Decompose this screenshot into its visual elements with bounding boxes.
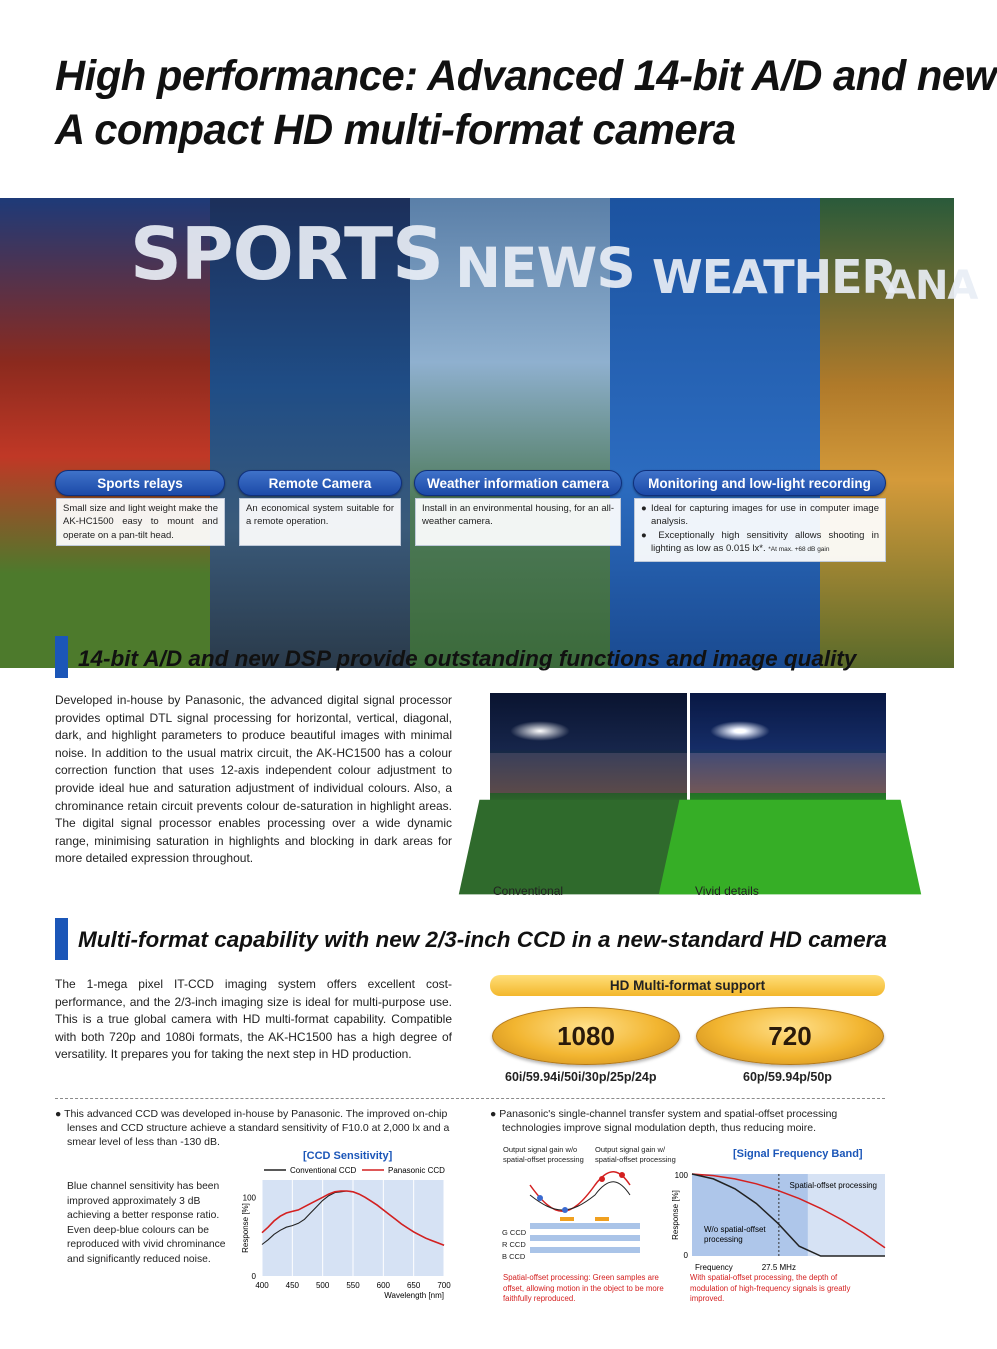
- ccd-bullet: ● This advanced CCD was developed in-house by Panasonic. The improved on-chip lenses and CCD structure achieve a standard sensitivity of F10.0 at 2,000 lx and a smear level of less than -130 dB.: [55, 1108, 450, 1148]
- ccd-legend-label: Panasonic CCD: [388, 1166, 445, 1175]
- section1-body: Developed in-house by Panasonic, the advanced digital signal processor provides optimal DTL signal processing for horizontal, vertical, diagonal, dark, and highlight parameters to produce beautiful images with minimal noise. In addition to the usual matrix circuit, the AK-HC1500 has a colour correction function that uses 12-axis independent colour adjustment to provide ideal hue and saturation adjustment of individual colours. Also, a chrominance retain circuit prevents colour de-saturation in highlight areas. The digital signal processor enables processing over a wide dynamic range, minimising saturation in highlights and blocking in dark areas for more detailed expression throughout.: [55, 693, 452, 866]
- multiformat-support-bar: HD Multi-format support: [490, 975, 885, 996]
- ccd-label-g: G CCD: [502, 1228, 527, 1237]
- spatial-bullet-text: Panasonic's single-channel transfer system and spatial-offset processing technologies improve signal modulation depth, thus reducing moire.: [499, 1108, 838, 1134]
- ccd-label-b: B CCD: [502, 1252, 526, 1261]
- ccd-legend-label: Conventional CCD: [290, 1166, 357, 1175]
- caption-vivid: Vivid details: [695, 884, 759, 898]
- freq-y-label: Response [%]: [671, 1190, 680, 1240]
- freq-y-tick-100: 100: [674, 1171, 688, 1180]
- ccd-y-tick-100: 100: [242, 1193, 256, 1203]
- spatial-bullet: ● Panasonic's single-channel transfer system and spatial-offset processing technologies improve signal modulation depth, thus reducing moire.: [490, 1108, 838, 1134]
- weather-camera-text: Install in an environmental housing, for an all-weather camera.: [415, 498, 621, 546]
- format-720-rates: 60p/59.94p/50p: [743, 1070, 832, 1084]
- label-without-offset: Output signal gain w/o spatial-offset processing: [503, 1145, 584, 1164]
- freq-caption: With spatial-offset processing, the depth of modulation of high-frequency signals is greatly improved.: [690, 1273, 851, 1303]
- application-banner: [0, 198, 978, 596]
- monitoring-text: ● Ideal for capturing images for use in computer image analysis. ● Exceptionally high sensitivity allows shooting in lighting as low as 0.015 lx*. *At max. +68 dB gain: [634, 498, 886, 562]
- freq-y-tick-0: 0: [683, 1251, 688, 1260]
- ccd-x-tick: 450: [285, 1281, 300, 1290]
- banner-word-ana: ANA: [885, 263, 978, 309]
- weather-camera-label: Weather information camera: [414, 470, 622, 496]
- ccd-x-tick: 550: [346, 1281, 360, 1290]
- page-title: High performance: Advanced 14-bit A/D and new: [55, 52, 997, 100]
- section-divider: [55, 1098, 885, 1099]
- ccd-bullet-text: This advanced CCD was developed in-house by Panasonic. The improved on-chip lenses and CCD structure achieve a standard sensitivity of F10.0 at 2,000 lx and a smear level of less than -130 dB.: [64, 1108, 450, 1148]
- ccd-x-tick: 500: [315, 1281, 330, 1290]
- freq-chart-title: [Signal Frequency Band]: [733, 1148, 863, 1160]
- spatial-offset-diagram: [500, 1165, 680, 1275]
- label-with-offset: Output signal gain w/ spatial-offset processing: [595, 1145, 676, 1164]
- sports-relays-text: Small size and light weight make the AK-HC1500 easy to mount and operate on a pan-tilt head.: [56, 498, 225, 546]
- remote-camera-text: An economical system suitable for a remote operation.: [239, 498, 401, 546]
- monitoring-label: Monitoring and low-light recording: [633, 470, 886, 496]
- freq-series-label: Spatial-offset processing: [789, 1181, 877, 1190]
- section1-accent-bar: [55, 636, 68, 678]
- ccd-x-label: Wavelength [nm]: [384, 1291, 444, 1300]
- ccd-chart-title: [CCD Sensitivity]: [303, 1150, 393, 1162]
- ccd-y-label: Response [%]: [241, 1203, 250, 1253]
- caption-conventional: Conventional: [493, 884, 564, 898]
- monitoring-bullet-1: Ideal for capturing images for use in computer image analysis.: [650, 503, 879, 528]
- signal-frequency-chart: [670, 1162, 885, 1272]
- freq-x-label: Frequency: [695, 1263, 733, 1272]
- format-1080-badge: 1080: [492, 1007, 680, 1065]
- ccd-sensitivity-chart: [240, 1162, 470, 1312]
- monitoring-bullet-2: Exceptionally high sensitivity allows shooting in lighting as low as 0.015 lx*.: [651, 529, 879, 554]
- banner-word-news: NEWS: [455, 236, 635, 300]
- vivid-photo: [690, 693, 886, 879]
- section2-body: The 1-mega pixel IT-CCD imaging system offers excellent cost-performance, and the 2/3-inch imaging size is ideal for multi-purpose use. This is a true global camera with HD multi-format capability. Compatible with both 720p and 1080i formats, the AK-HC1500 has a high degree of versatility. It prepares you for taking the next step in HD production.: [55, 977, 452, 1062]
- format-1080-rates: 60i/59.94i/50i/30p/25p/24p: [505, 1070, 657, 1084]
- remote-camera-label: Remote Camera: [238, 470, 402, 496]
- section2-accent-bar: [55, 918, 68, 960]
- section1-heading: 14-bit A/D and new DSP provide outstanding functions and image quality: [78, 646, 857, 671]
- ccd-note: Blue channel sensitivity has been improved approximately 3 dB achieving a better response ratio. Even deep-blue colours can be reproduced with vivid chrominance and significantly reduced noise.: [67, 1181, 226, 1265]
- monitoring-footnote: *At max. +68 dB gain: [768, 545, 830, 553]
- spatial-caption: Spatial-offset processing: Green samples are offset, allowing motion in the object to be more faithfully reproduced.: [503, 1273, 664, 1303]
- banner-word-weather: WEATHER: [652, 250, 896, 304]
- ccd-x-tick: 700: [437, 1281, 451, 1290]
- freq-series-label: W/o spatial-offset processing: [704, 1225, 766, 1244]
- ccd-label-r: R CCD: [502, 1240, 526, 1249]
- ccd-x-tick: 600: [376, 1281, 391, 1290]
- ccd-x-tick: 400: [255, 1281, 269, 1290]
- page-subtitle: A compact HD multi-format camera: [55, 106, 736, 154]
- banner-word-sports: SPORTS: [130, 212, 444, 296]
- conventional-photo: [490, 693, 687, 879]
- ccd-y-tick-0: 0: [251, 1272, 256, 1281]
- sports-relays-label: Sports relays: [55, 470, 225, 496]
- ccd-x-tick: 650: [406, 1281, 421, 1290]
- section2-heading: Multi-format capability with new 2/3-inch CCD in a new-standard HD camera: [78, 927, 887, 952]
- format-720-badge: 720: [696, 1007, 884, 1065]
- freq-x-tick: 27.5 MHz: [761, 1263, 796, 1272]
